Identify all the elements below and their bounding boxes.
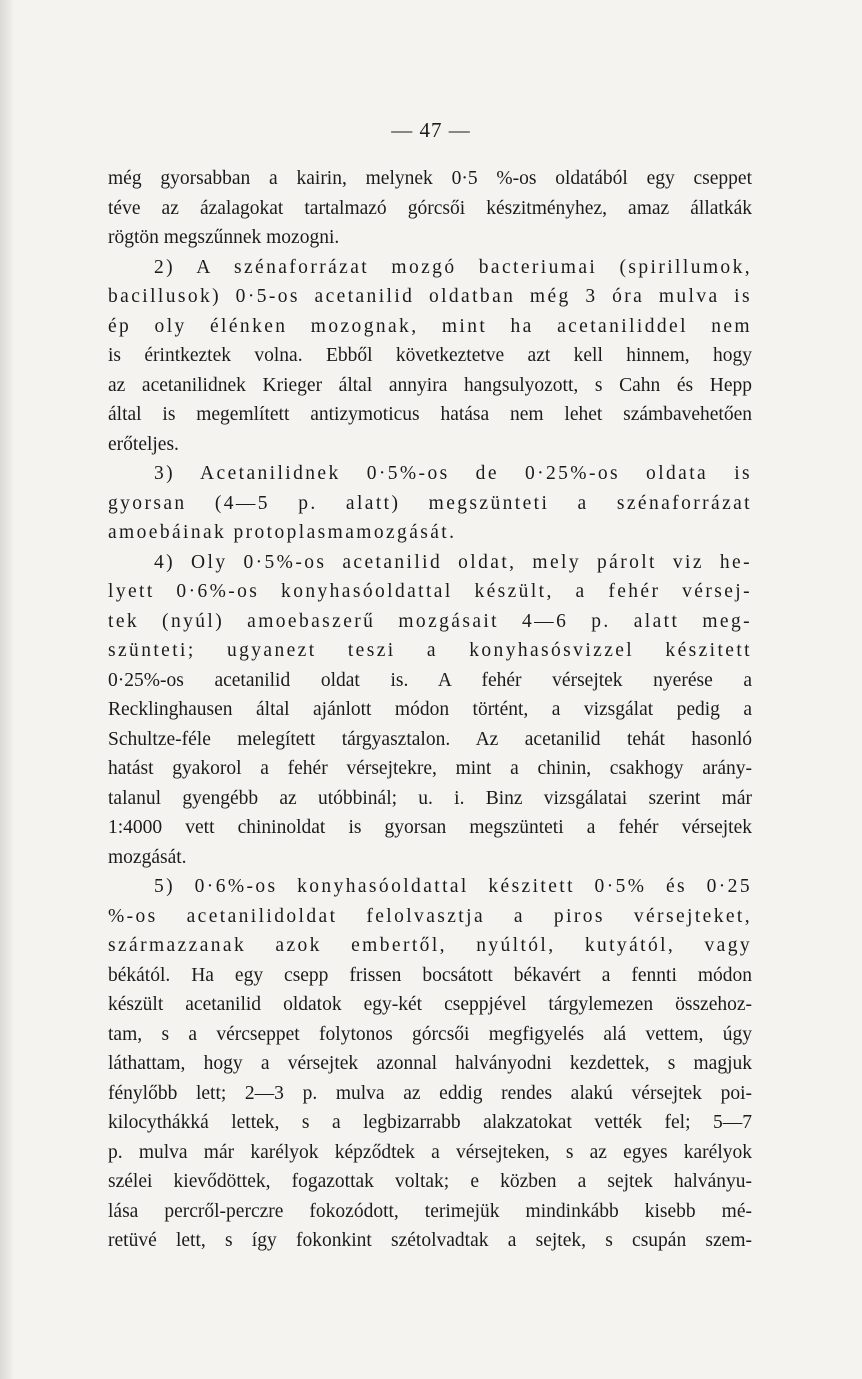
text-line: 5) 0·6%-os konyhasóoldattal készitett 0·5% és 0·25 [154,876,752,897]
text-line: hatást gyakorol a fehér vérsejtekre, mint a chinin, csakhogy arány- [108,758,752,779]
text-line: békától. Ha egy csepp frissen bocsátott békavért a fennti módon [108,964,752,986]
text-line: lása percről-perczre fokozódott, terimejük mindinkább kisebb mé- [108,1200,752,1222]
text-line: 2) A szénaforrázat mozgó bacteriumai (spirillumok, [154,256,752,278]
text-line: által is megemlített antizymoticus hatása nem lehet számbavehetően [108,404,752,425]
text-line: 4) Oly 0·5%-os acetanilid oldat, mely párolt viz he- [154,551,752,573]
text-line: is érintkeztek volna. Ebből következtetve azt kell hinnem, hogy [108,345,752,366]
text-line: 3) Acetanilidnek 0·5%-os de 0·25%-os oldata is [154,463,752,484]
text-line: tek (nyúl) amoebaszerű mozgásait 4—6 p. alatt meg- [108,610,752,632]
text-line: az acetanilidnek Krieger által annyira hangsulyozott, s Cahn és Hepp [108,374,752,396]
text-line: fénylőbb lett; 2—3 p. mulva az eddig rendes alakú vérsejtek poi- [108,1082,752,1104]
text-line: 1:4000 vett chininoldat is gyorsan megszünteti a fehér vérsejtek [108,817,752,838]
text-line: rögtön megszűnnek mozogni. [108,227,340,248]
text-line: amoebáinak protoplasmamozgását. [108,522,457,543]
text-line: szélei kievődöttek, fogazottak voltak; e közben a sejtek halványu- [108,1171,752,1192]
page-edge-shadow [0,0,14,1379]
text-line: téve az ázalagokat tartalmazó górcsői készitményhez, amaz állatkák [108,197,752,219]
text-line: mozgását. [108,846,187,868]
text-line: erőteljes. [108,433,179,455]
text-line: tam, s a vércseppet folytonos górcsői megfigyelés alá vettem, úgy [108,1023,752,1045]
text-line: gyorsan (4—5 p. alatt) megszünteti a szénaforrázat [108,492,752,514]
text-line: Recklinghausen által ajánlott módon történt, a vizsgálat pedig a [108,699,752,720]
text-line: p. mulva már karélyok képződtek a vérsejteken, s az egyes karélyok [108,1141,752,1163]
text-line: retüvé lett, s így fokonkint szétolvadtak a sejtek, s csupán szem- [108,1230,752,1251]
text-line: talanul gyengébb az utóbbinál; u. i. Binz vizsgálatai szerint már [108,787,752,809]
text-line: még gyorsabban a kairin, melynek 0·5 %-os oldatából egy cseppet [108,168,752,189]
text-line: szünteti; ugyanezt teszi a konyhasósvizzel készitett [108,640,752,661]
page-number: — 47 — [391,118,471,142]
text-line: ép oly élénken mozognak, mint ha acetaniliddel nem [108,315,752,337]
text-line: 0·25%-os acetanilid oldat is. A fehér vérsejtek nyerése a [108,669,752,691]
text-line: Schultze-féle melegített tárgyasztalon. Az acetanilid tehát hasonló [108,728,752,750]
text-line: kilocythákká lettek, s a legbizarrabb alakzatokat vették fel; 5—7 [108,1112,752,1133]
text-line: bacillusok) 0·5-os acetanilid oldatban még 3 óra mulva is [108,286,752,307]
body-text [108,164,752,1256]
text-line: láthattam, hogy a vérsejtek azonnal halványodni kezdettek, s magjuk [108,1053,752,1074]
text-line: készült acetanilid oldatok egy-két cseppjével tárgylemezen összehoz- [108,994,752,1015]
text-line: származzanak azok embertől, nyúltól, kutyától, vagy [108,935,752,956]
text-line: %-os acetanilidoldat felolvasztja a piros vérsejteket, [108,905,752,927]
text-line: lyett 0·6%-os konyhasóoldattal készült, a fehér vérsej- [108,581,752,602]
